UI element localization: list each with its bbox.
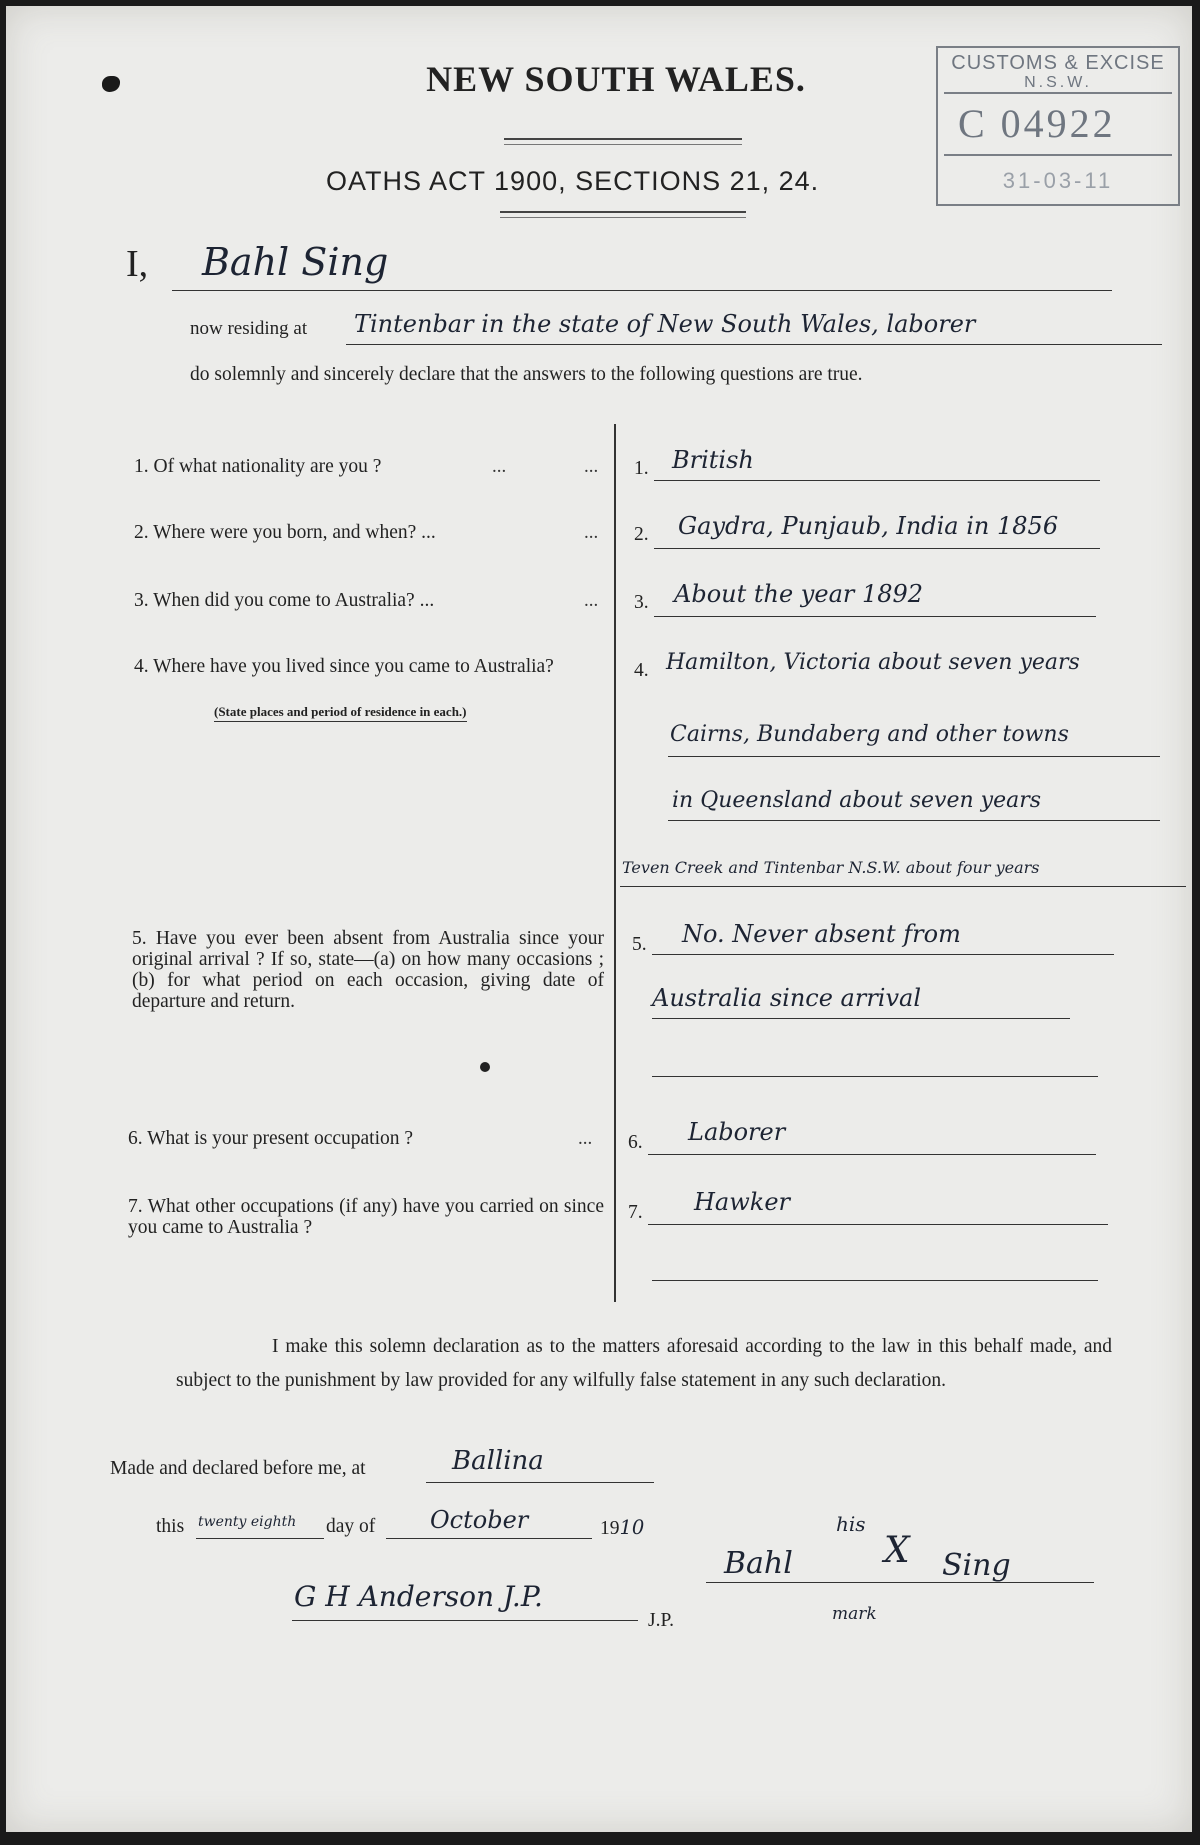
answer-3: About the year 1892 bbox=[674, 580, 924, 608]
question-1-dots: ... bbox=[492, 456, 507, 477]
month-value: October bbox=[430, 1506, 529, 1534]
question-3-number: 3. bbox=[134, 590, 149, 611]
title-underline bbox=[504, 138, 742, 145]
question-4 bbox=[134, 656, 610, 677]
answer-7-rule-2 bbox=[652, 1252, 1098, 1281]
day-value: twenty eighth bbox=[198, 1514, 297, 1530]
question-5 bbox=[132, 928, 604, 1012]
document-page bbox=[6, 6, 1192, 1832]
document-title: NEW SOUTH WALES. bbox=[426, 59, 806, 99]
jp-label: J.P. bbox=[648, 1610, 675, 1631]
declare-text: do solemnly and sincerely declare that the answers to the following questions are true. bbox=[190, 364, 863, 385]
question-5-text: Have you ever been absent from Australia since your original arrival ? If so, state—(a) on how many occasions ; (b) for what period on each occasion, giving date of departure and return. bbox=[132, 928, 604, 1012]
question-2-text: Where were you born, and when? ... bbox=[153, 522, 436, 543]
subtitle-underline bbox=[500, 211, 746, 218]
answer-6: Laborer bbox=[688, 1118, 786, 1146]
stamp-line-2: N.S.W. bbox=[1024, 74, 1092, 91]
answer-5-number: 5. bbox=[632, 934, 647, 955]
made-before-place: Ballina bbox=[452, 1446, 544, 1476]
residence-value: Tintenbar in the state of New South Wales, laborer bbox=[354, 310, 976, 338]
answer-4-line-4: Teven Creek and Tintenbar N.S.W. about four years bbox=[622, 858, 1040, 877]
customs-stamp bbox=[936, 46, 1180, 206]
question-3-text: When did you come to Australia? ... bbox=[153, 590, 435, 611]
answer-4-number: 4. bbox=[634, 660, 649, 681]
answer-5-line-2: Australia since arrival bbox=[652, 984, 922, 1012]
question-4-number: 4. bbox=[134, 656, 149, 677]
answer-5-rule-3 bbox=[652, 1048, 1098, 1077]
question-1-dots-2: ... bbox=[584, 456, 599, 477]
answer-1: British bbox=[672, 446, 754, 474]
question-7-text: What other occupations (if any) have you carried on since you came to Australia ? bbox=[128, 1196, 604, 1238]
answer-2-number: 2. bbox=[634, 524, 649, 545]
question-2 bbox=[134, 522, 574, 543]
question-2-number: 2. bbox=[134, 522, 149, 543]
answer-4-line-1: Hamilton, Victoria about seven years bbox=[666, 650, 1080, 675]
answer-4-line-2: Cairns, Bundaberg and other towns bbox=[670, 722, 1069, 747]
question-3-dots: ... bbox=[584, 590, 599, 611]
stamp-number: C 04922 bbox=[944, 92, 1172, 156]
this-label: this bbox=[156, 1516, 185, 1537]
answer-1-number: 1. bbox=[634, 458, 649, 479]
question-6-text: What is your present occupation ? bbox=[147, 1128, 414, 1149]
question-1-text: Of what nationality are you ? bbox=[153, 456, 382, 477]
answer-6-number: 6. bbox=[628, 1132, 643, 1153]
stamp-date: 31-03-11 bbox=[1002, 168, 1114, 193]
answer-7-number: 7. bbox=[628, 1202, 643, 1223]
question-1 bbox=[134, 456, 604, 477]
answer-3-number: 3. bbox=[634, 592, 649, 613]
ink-dot bbox=[480, 1062, 490, 1072]
column-divider bbox=[614, 424, 616, 1302]
jp-signature: G H Anderson J.P. bbox=[294, 1580, 543, 1613]
question-2-dots: ... bbox=[584, 522, 599, 543]
answer-5-line-1: No. Never absent from bbox=[682, 920, 961, 948]
document-subtitle: OATHS ACT 1900, SECTIONS 21, 24. bbox=[326, 166, 820, 196]
declaration-text: I make this solemn declaration as to the matters aforesaid according to the law in this behalf made, and subject to the punishment by law provided for any wilfully false statement in any such declaration. bbox=[176, 1336, 1112, 1391]
stamp-line-1: CUSTOMS & EXCISE bbox=[951, 52, 1165, 74]
answer-2: Gaydra, Punjaub, India in 1856 bbox=[678, 512, 1059, 540]
signature-name-right: Sing bbox=[942, 1548, 1011, 1583]
question-6-dots: ... bbox=[578, 1128, 593, 1149]
question-7-number: 7. bbox=[128, 1196, 143, 1217]
made-before-label: Made and declared before me, at bbox=[110, 1458, 366, 1479]
question-3 bbox=[134, 590, 574, 611]
signature-mark-symbol: X bbox=[884, 1530, 910, 1571]
declarant-name: Bahl Sing bbox=[202, 240, 389, 284]
question-6-number: 6. bbox=[128, 1128, 143, 1149]
question-5-number: 5. bbox=[132, 928, 147, 949]
declarant-prefix: I, bbox=[126, 243, 149, 285]
year-prefix: 19 bbox=[600, 1518, 620, 1539]
question-4-text: Where have you lived since you came to Australia? bbox=[153, 656, 554, 677]
residing-label: now residing at bbox=[190, 318, 308, 339]
signature-mark-label: mark bbox=[832, 1604, 877, 1624]
day-of-label: day of bbox=[326, 1516, 376, 1537]
question-1-number: 1. bbox=[134, 456, 149, 477]
signature-name-left: Bahl bbox=[724, 1546, 793, 1581]
signature-his: his bbox=[836, 1512, 866, 1536]
question-4-note: (State places and period of residence in each.) bbox=[214, 704, 467, 722]
year-value bbox=[600, 1516, 644, 1540]
question-6 bbox=[128, 1128, 568, 1149]
year-suffix: 10 bbox=[619, 1516, 645, 1539]
answer-4-line-3: in Queensland about seven years bbox=[672, 788, 1042, 813]
question-7 bbox=[128, 1196, 604, 1238]
answer-7: Hawker bbox=[694, 1188, 790, 1216]
